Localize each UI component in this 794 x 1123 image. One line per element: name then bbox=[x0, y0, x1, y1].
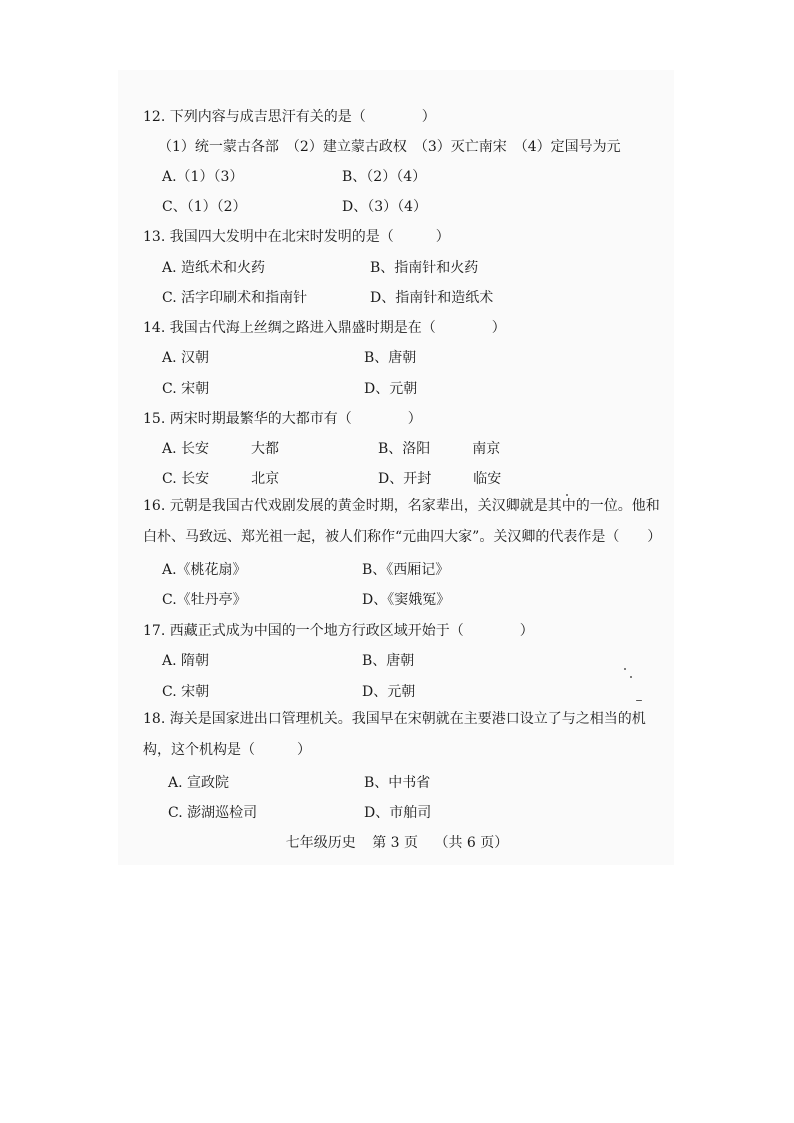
question-17-option-c: C. 宋朝 bbox=[162, 684, 210, 700]
question-12-option-d: D、（3）（4） bbox=[342, 199, 428, 215]
question-15-option-a: A. 长安 大都 bbox=[162, 441, 280, 457]
question-18-option-d: D、市舶司 bbox=[364, 805, 432, 821]
footer-total-pages: （共 6 页） bbox=[434, 835, 509, 851]
question-13-option-c: C. 活字印刷术和指南针 bbox=[162, 290, 308, 306]
footer-page-number: 第 3 页 bbox=[372, 835, 418, 851]
question-18-stem: 18. 海关是国家进出口管理机关。我国早在宋朝就在主要港口设立了与之相当的机构，这个机构是（ ） bbox=[143, 711, 646, 758]
question-14-stem: 14. 我国古代海上丝绸之路进入鼎盛时期是在（ ） bbox=[143, 320, 506, 336]
question-15-option-d: D、开封 临安 bbox=[378, 471, 502, 487]
question-18-option-c: C. 澎湖巡检司 bbox=[168, 805, 258, 821]
question-13-option-a: A. 造纸术和火药 bbox=[162, 260, 266, 276]
scan-speck bbox=[624, 668, 626, 670]
question-16-option-c: C.《牡丹亭》 bbox=[162, 592, 247, 608]
question-17-option-d: D、元朝 bbox=[362, 684, 416, 700]
question-12-option-c: C、（1）（2） bbox=[162, 199, 247, 215]
question-18-option-a: A. 宣政院 bbox=[168, 775, 230, 791]
question-12-option-a: A.（1）（3） bbox=[162, 169, 244, 185]
footer-subject: 七年级历史 bbox=[285, 835, 356, 851]
question-13-option-b: B、指南针和火药 bbox=[370, 260, 479, 276]
question-17-option-a: A. 隋朝 bbox=[162, 653, 210, 669]
question-16-option-a: A.《桃花扇》 bbox=[162, 562, 247, 578]
question-15-stem: 15. 两宋时期最繁华的大都市有（ ） bbox=[143, 411, 422, 427]
question-14-option-a: A. 汉朝 bbox=[162, 350, 210, 366]
question-12-stem: 12. 下列内容与成吉思汗有关的是（ ） bbox=[143, 109, 436, 125]
question-12-items: （1）统一蒙古各部 （2）建立蒙古政权 （3）灭亡南宋 （4）定国号为元 bbox=[158, 139, 621, 155]
question-17-stem: 17. 西藏正式成为中国的一个地方行政区域开始于（ ） bbox=[143, 623, 534, 639]
question-14-option-c: C. 宋朝 bbox=[162, 381, 210, 397]
question-14-option-d: D、元朝 bbox=[364, 381, 418, 397]
question-12-option-b: B、（2）（4） bbox=[342, 169, 427, 185]
question-16-option-b: B、《西厢记》 bbox=[362, 562, 450, 578]
question-18-option-b: B、中书省 bbox=[364, 775, 431, 791]
question-17-option-b: B、唐朝 bbox=[362, 653, 415, 669]
question-16-option-d: D、《窦娥冤》 bbox=[362, 592, 451, 608]
question-13-option-d: D、指南针和造纸术 bbox=[370, 290, 494, 306]
page-footer bbox=[0, 832, 794, 852]
question-16-stem: 16. 元朝是我国古代戏剧发展的黄金时期，名家辈出，关汉卿就是其中的一位。他和白朴、马致远、郑光祖一起，被人们称作“元曲四大家”。关汉卿的代表作是（ ） bbox=[143, 498, 662, 545]
scan-speck bbox=[566, 494, 568, 496]
question-13-stem: 13. 我国四大发明中在北宋时发明的是（ ） bbox=[143, 229, 450, 245]
question-15-option-b: B、洛阳 南京 bbox=[378, 441, 501, 457]
question-15-option-c: C. 长安 北京 bbox=[162, 471, 280, 487]
question-14-option-b: B、唐朝 bbox=[364, 350, 417, 366]
scan-speck bbox=[630, 676, 632, 678]
scan-speck bbox=[636, 700, 642, 701]
